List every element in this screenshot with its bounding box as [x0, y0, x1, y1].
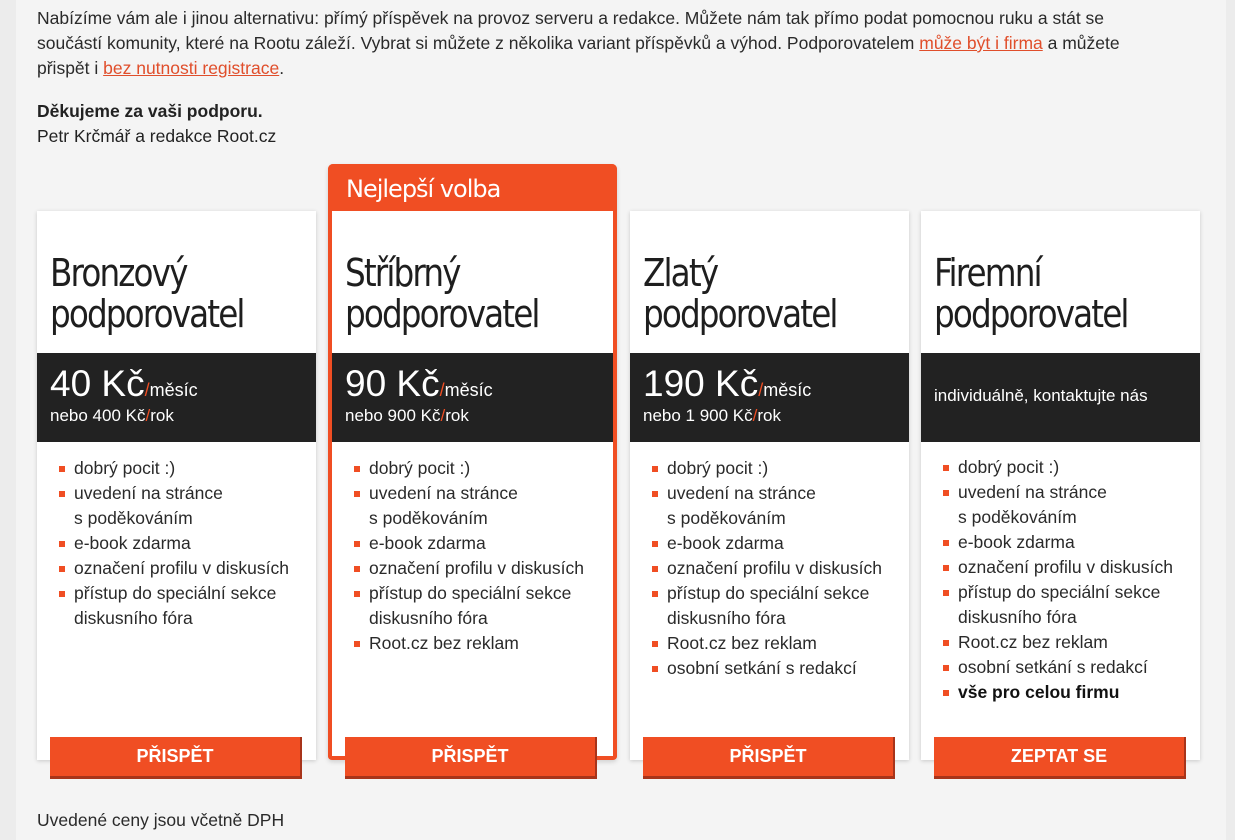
tier-card-silver: [328, 164, 617, 766]
benefit-item: dobrý pocit :): [50, 456, 289, 481]
benefit-item: e-book zdarma: [345, 531, 584, 556]
tier-card-gold: [630, 211, 909, 766]
tier-title-line2: podporovatel: [643, 292, 837, 336]
tier-card-bronze: [37, 211, 316, 766]
page: [16, 0, 1226, 840]
benefit-item: [50, 481, 289, 531]
price-value: 40 Kč: [50, 363, 145, 404]
best-choice-badge: Nejlepší volba: [328, 164, 617, 211]
tier-title-line1: Zlatý: [643, 251, 718, 295]
benefit-item: označení profilu v diskusích: [934, 555, 1173, 580]
price-band: [37, 353, 316, 442]
contribute-button-bronze[interactable]: PŘISPĚT: [50, 737, 302, 779]
price-yearly-period: rok: [150, 406, 174, 425]
benefit-text: přístup do speciální sekce: [74, 583, 277, 603]
price-band: [921, 353, 1200, 442]
benefit-item: Root.cz bez reklam: [345, 631, 584, 656]
thanks-heading: Děkujeme za vaši podporu.: [37, 101, 263, 121]
tier-card-body: [332, 211, 613, 803]
price-yearly-value: nebo 1 900 Kč: [643, 406, 753, 425]
tier-title-line2: podporovatel: [934, 292, 1128, 336]
price-yearly-value: nebo 400 Kč: [50, 406, 146, 425]
benefit-item: [345, 581, 584, 631]
price-monthly: 90 Kč/měsíc: [345, 363, 493, 404]
benefit-text: diskusního fóra: [74, 608, 193, 628]
benefit-text: diskusního fóra: [667, 608, 786, 628]
price-band: [630, 353, 909, 442]
benefit-item: osobní setkání s redakcí: [643, 656, 882, 681]
thanks-signature: Petr Krčmář a redakce Root.cz: [37, 126, 277, 146]
benefit-text: uvedení na stránce: [74, 483, 223, 503]
benefit-item: označení profilu v diskusích: [345, 556, 584, 581]
tier-title: [934, 253, 1128, 335]
benefit-item: [643, 581, 882, 631]
benefit-text: s poděkováním: [74, 508, 193, 528]
company-support-link[interactable]: může být i firma: [919, 33, 1043, 53]
benefit-item: dobrý pocit :): [934, 455, 1173, 480]
no-registration-link[interactable]: bez nutnosti registrace: [103, 58, 280, 78]
price-monthly: 190 Kč/měsíc: [643, 363, 812, 404]
price-band: [332, 353, 613, 442]
benefit-item: dobrý pocit :): [345, 456, 584, 481]
benefits-list: [50, 456, 289, 631]
price-yearly-period: rok: [445, 406, 469, 425]
benefit-text: diskusního fóra: [958, 607, 1077, 627]
tier-title-line1: Bronzový: [50, 251, 187, 295]
benefit-text: uvedení na stránce: [958, 482, 1107, 502]
contribute-button-gold[interactable]: PŘISPĚT: [643, 737, 895, 779]
price-value: 90 Kč: [345, 363, 440, 404]
benefit-item: označení profilu v diskusích: [643, 556, 882, 581]
benefit-item: [934, 680, 1173, 705]
benefit-text: přístup do speciální sekce: [369, 583, 572, 603]
intro-paragraph: [37, 6, 1157, 81]
vat-footnote: Uvedené ceny jsou včetně DPH: [37, 810, 285, 830]
benefit-item: [50, 581, 289, 631]
benefit-text: přístup do speciální sekce: [958, 582, 1161, 602]
benefits-list: [643, 456, 882, 681]
price-period: měsíc: [763, 380, 812, 400]
benefit-text: s poděkováním: [369, 508, 488, 528]
intro-text: Nabízíme vám ale i jinou alternativu: přímý příspěvek na provoz serveru a redakce. Můžete nám tak přímo podat pomocnou ruku a stát se součástí komunity, které na Rootu záleží. Vybrat si můžete z několika variant příspěvků a výhod. Podporovatelem: [37, 8, 1105, 53]
contribute-button-silver[interactable]: PŘISPĚT: [345, 737, 597, 779]
benefit-text: uvedení na stránce: [667, 483, 816, 503]
tier-title: [50, 253, 244, 335]
benefit-item: e-book zdarma: [934, 530, 1173, 555]
benefit-item: e-book zdarma: [643, 531, 882, 556]
intro-text-end: .: [279, 58, 285, 78]
tier-title: [643, 253, 837, 335]
benefit-text: uvedení na stránce: [369, 483, 518, 503]
benefit-item: e-book zdarma: [50, 531, 289, 556]
benefit-item: [345, 481, 584, 531]
price-monthly: 40 Kč/měsíc: [50, 363, 198, 404]
price-period: měsíc: [149, 380, 198, 400]
intro-text-mid: a můžete přispět i: [37, 33, 1120, 78]
benefit-item: osobní setkání s redakcí: [934, 655, 1173, 680]
tier-title-line2: podporovatel: [50, 292, 244, 336]
benefit-item: dobrý pocit :): [643, 456, 882, 481]
benefit-item: [643, 481, 882, 531]
benefit-item: Root.cz bez reklam: [934, 630, 1173, 655]
thanks-block: [37, 99, 276, 149]
ask-button-company[interactable]: ZEPTAT SE: [934, 737, 1186, 779]
price-period: měsíc: [444, 380, 493, 400]
price-individual: individuálně, kontaktujte nás: [934, 386, 1148, 405]
benefits-list: [934, 455, 1173, 705]
tier-title: [345, 253, 539, 335]
benefits-list: [345, 456, 584, 656]
benefit-item: označení profilu v diskusích: [50, 556, 289, 581]
benefit-text: s poděkováním: [667, 508, 786, 528]
price-yearly-value: nebo 900 Kč: [345, 406, 441, 425]
tier-card-company: [921, 211, 1200, 766]
benefit-item: [934, 580, 1173, 630]
price-value: 190 Kč: [643, 363, 759, 404]
price-yearly: nebo 400 Kč/rok: [50, 406, 174, 425]
tier-title-line1: Firemní: [934, 251, 1041, 295]
price-yearly-period: rok: [757, 406, 782, 425]
price-yearly: nebo 1 900 Kč/rok: [643, 406, 782, 425]
tier-title-line2: podporovatel: [345, 292, 539, 336]
tier-title-line1: Stříbrný: [345, 251, 460, 295]
price-yearly: nebo 900 Kč/rok: [345, 406, 469, 425]
benefit-text: přístup do speciální sekce: [667, 583, 870, 603]
benefit-text: diskusního fóra: [369, 608, 488, 628]
benefit-text: s poděkováním: [958, 507, 1077, 527]
benefit-text-bold: vše pro celou firmu: [958, 682, 1120, 702]
benefit-item: Root.cz bez reklam: [643, 631, 882, 656]
benefit-item: [934, 480, 1173, 530]
